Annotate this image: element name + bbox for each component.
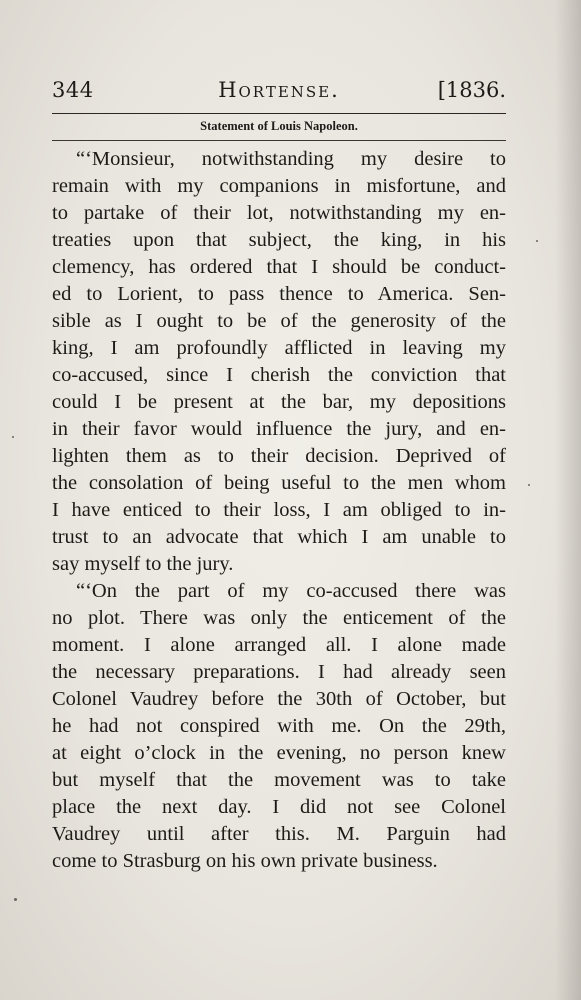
text-line: in their favor would influence the jury, and en- xyxy=(52,418,506,440)
text-line: he had not conspired with me. On the 29th, xyxy=(52,715,506,737)
paper-speck xyxy=(12,436,14,438)
text-line: ed to Lorient, to pass thence to America. Sen- xyxy=(52,283,506,305)
page-edge-shadow xyxy=(555,0,581,1000)
text-line: Vaudrey until after this. M. Parguin had xyxy=(52,823,506,845)
header-year: [1836. xyxy=(437,78,506,102)
paper-speck xyxy=(536,240,538,242)
text-line: sible as I ought to be of the generosity of the xyxy=(52,310,506,332)
text-line: but myself that the movement was to take xyxy=(52,769,506,791)
text-line: I have enticed to their loss, I am obliged to in- xyxy=(52,499,506,521)
text-line: treaties upon that subject, the king, in his xyxy=(52,229,506,251)
text-line: lighten them as to their decision. Deprived of xyxy=(52,445,506,467)
text-line: moment. I alone arranged all. I alone made xyxy=(52,634,506,656)
header-rule xyxy=(52,113,506,114)
text-line: could I be present at the bar, my depositions xyxy=(52,391,506,413)
text-line: come to Strasburg on his own private business. xyxy=(52,850,438,872)
body-text xyxy=(52,146,506,875)
text-line: “‘Monsieur, notwithstanding my desire to xyxy=(76,148,506,170)
text-line: co-accused, since I cherish the conviction that xyxy=(52,364,506,386)
text-line: to partake of their lot, notwithstanding my en- xyxy=(52,202,506,224)
running-title: Hortense. xyxy=(218,78,340,102)
section-rule xyxy=(52,140,506,141)
text-line: trust to an advocate that which I am unable to xyxy=(52,526,506,548)
section-title: Statement of Louis Napoleon. xyxy=(200,119,358,133)
page-number: 344 xyxy=(52,78,94,102)
text-line: the consolation of being useful to the men whom xyxy=(52,472,506,494)
text-line: king, I am profoundly afflicted in leaving my xyxy=(52,337,506,359)
text-line: remain with my companions in misfortune, and xyxy=(52,175,506,197)
running-header xyxy=(52,78,506,108)
text-line: at eight o’clock in the evening, no person knew xyxy=(52,742,506,764)
text-line: clemency, has ordered that I should be conduct- xyxy=(52,256,506,278)
text-line: no plot. There was only the enticement of the xyxy=(52,607,506,629)
text-line: “‘On the part of my co-accused there was xyxy=(76,580,506,602)
text-line: Colonel Vaudrey before the 30th of October, but xyxy=(52,688,506,710)
text-line: place the next day. I did not see Colonel xyxy=(52,796,506,818)
text-line: say myself to the jury. xyxy=(52,553,234,575)
text-line: the necessary preparations. I had already seen xyxy=(52,661,506,683)
paper-speck xyxy=(14,898,17,901)
paper-speck xyxy=(528,484,530,486)
